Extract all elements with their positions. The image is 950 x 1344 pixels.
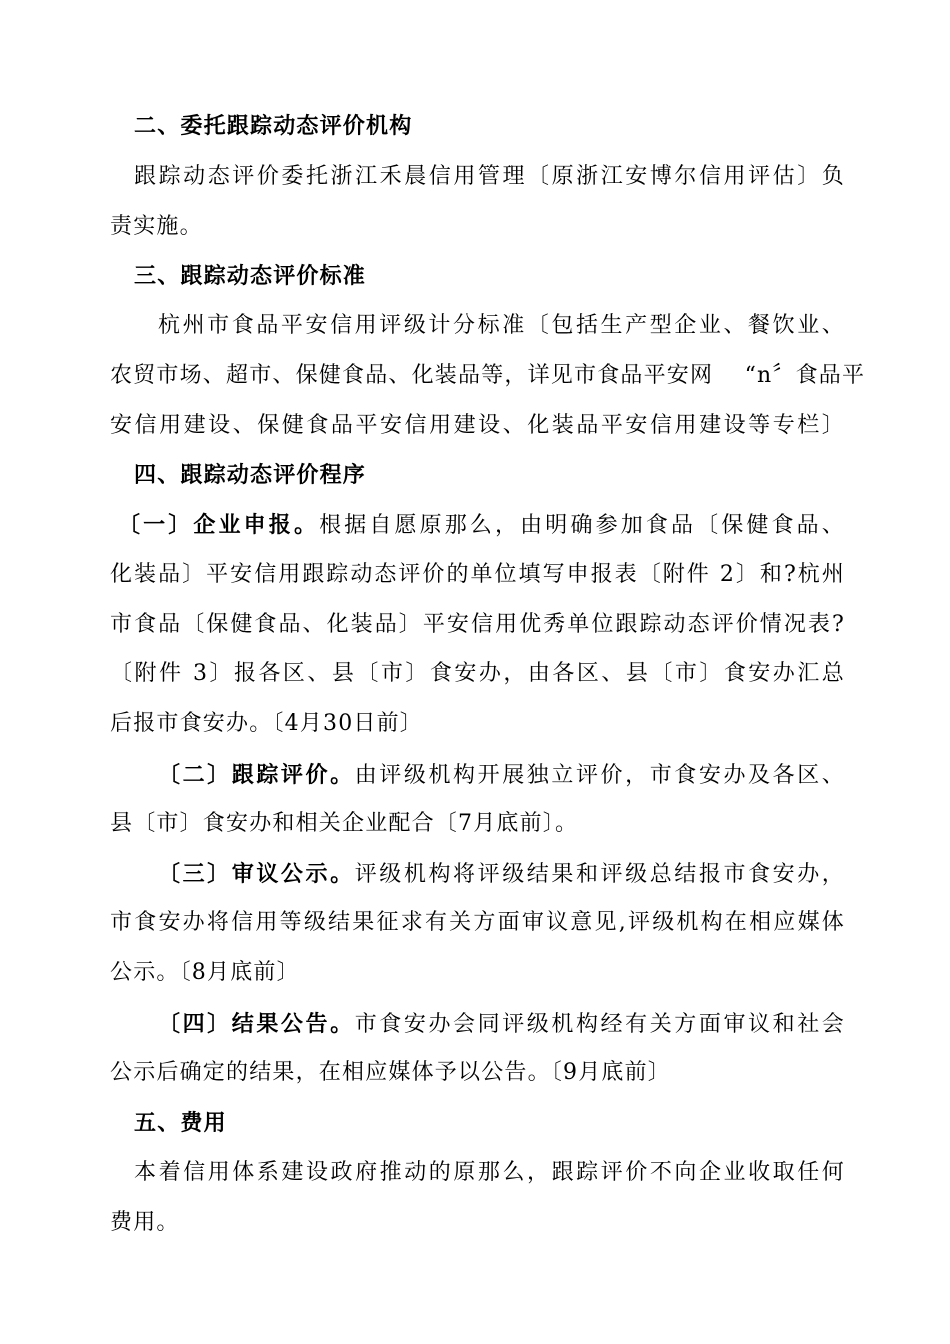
step-3-line-3: 公示。〔8月底前〕 [110,960,300,985]
section-3-line-1: 杭州市食品平安信用评级计分标准〔包括生产型企业、餐饮业、 [158,313,845,338]
section-4-heading: 四、跟踪动态评价程序 [134,462,367,488]
step-1-label: 〔一〕企业申报。 [118,512,320,538]
step-3-text-1: 评级机构将评级结果和评级总结报市食安办， [354,862,845,887]
section-2-heading: 二、委托跟踪动态评价机构 [134,113,413,139]
step-2-text-1: 由评级机构开展独立评价，市食安办及各区、 [354,763,845,788]
section-5-line-2: 费用。 [110,1210,180,1235]
section-5-heading: 五、费用 [134,1110,227,1136]
step-4-line-1 [158,1010,845,1038]
step-2-line-2: 县〔市〕食安办和相关企业配合〔7月底前〕。 [110,811,579,836]
section-2-line-1: 跟踪动态评价委托浙江禾晨信用管理〔原浙江安博尔信用评估〕负 [134,164,845,189]
step-4-text-1: 市食安办会同评级机构经有关方面审议和社会 [354,1012,845,1037]
step-3-line-1 [158,860,845,888]
step-1-line-3: 市食品〔保健食品、化装品〕平安信用优秀单位跟踪动态评价情况表? [110,612,845,637]
step-3-label: 〔三〕审议公示。 [158,861,355,887]
step-2-label: 〔二〕跟踪评价。 [158,762,355,788]
step-1-line-4: 〔附件 3〕报各区、县〔市〕食安办，由各区、县〔市〕食安办汇总 [110,661,845,686]
section-3-line-2: 农贸市场、超市、保健食品、化装品等，详见市食品平安网 “n〞食品平 [110,363,866,388]
step-4-label: 〔四〕结果公告。 [158,1011,355,1037]
section-5-line-1: 本着信用体系建设政府推动的原那么，跟踪评价不向企业收取任何 [134,1160,845,1185]
step-1-text-1: 根据自愿原那么，由明确参加食品〔保健食品、 [319,513,846,538]
step-1-line-5: 后报市食安办。〔4月30日前〕 [110,711,423,736]
section-3-line-3: 安信用建设、保健食品平安信用建设、化装品平安信用建设等专栏〕 [110,413,845,438]
section-2-line-2: 责实施。 [110,214,203,239]
step-2-line-1 [158,761,845,789]
step-3-line-2: 市食安办将信用等级结果征求有关方面审议意见,评级机构在相应媒体 [110,910,845,935]
section-3-heading: 三、跟踪动态评价标准 [134,263,367,289]
step-1-line-2: 化装品〕平安信用跟踪动态评价的单位填写申报表〔附件 2〕和?杭州 [110,562,845,587]
step-1-line-1 [118,511,845,539]
step-4-line-2: 公示后确定的结果，在相应媒体予以公告。〔9月底前〕 [110,1060,671,1085]
